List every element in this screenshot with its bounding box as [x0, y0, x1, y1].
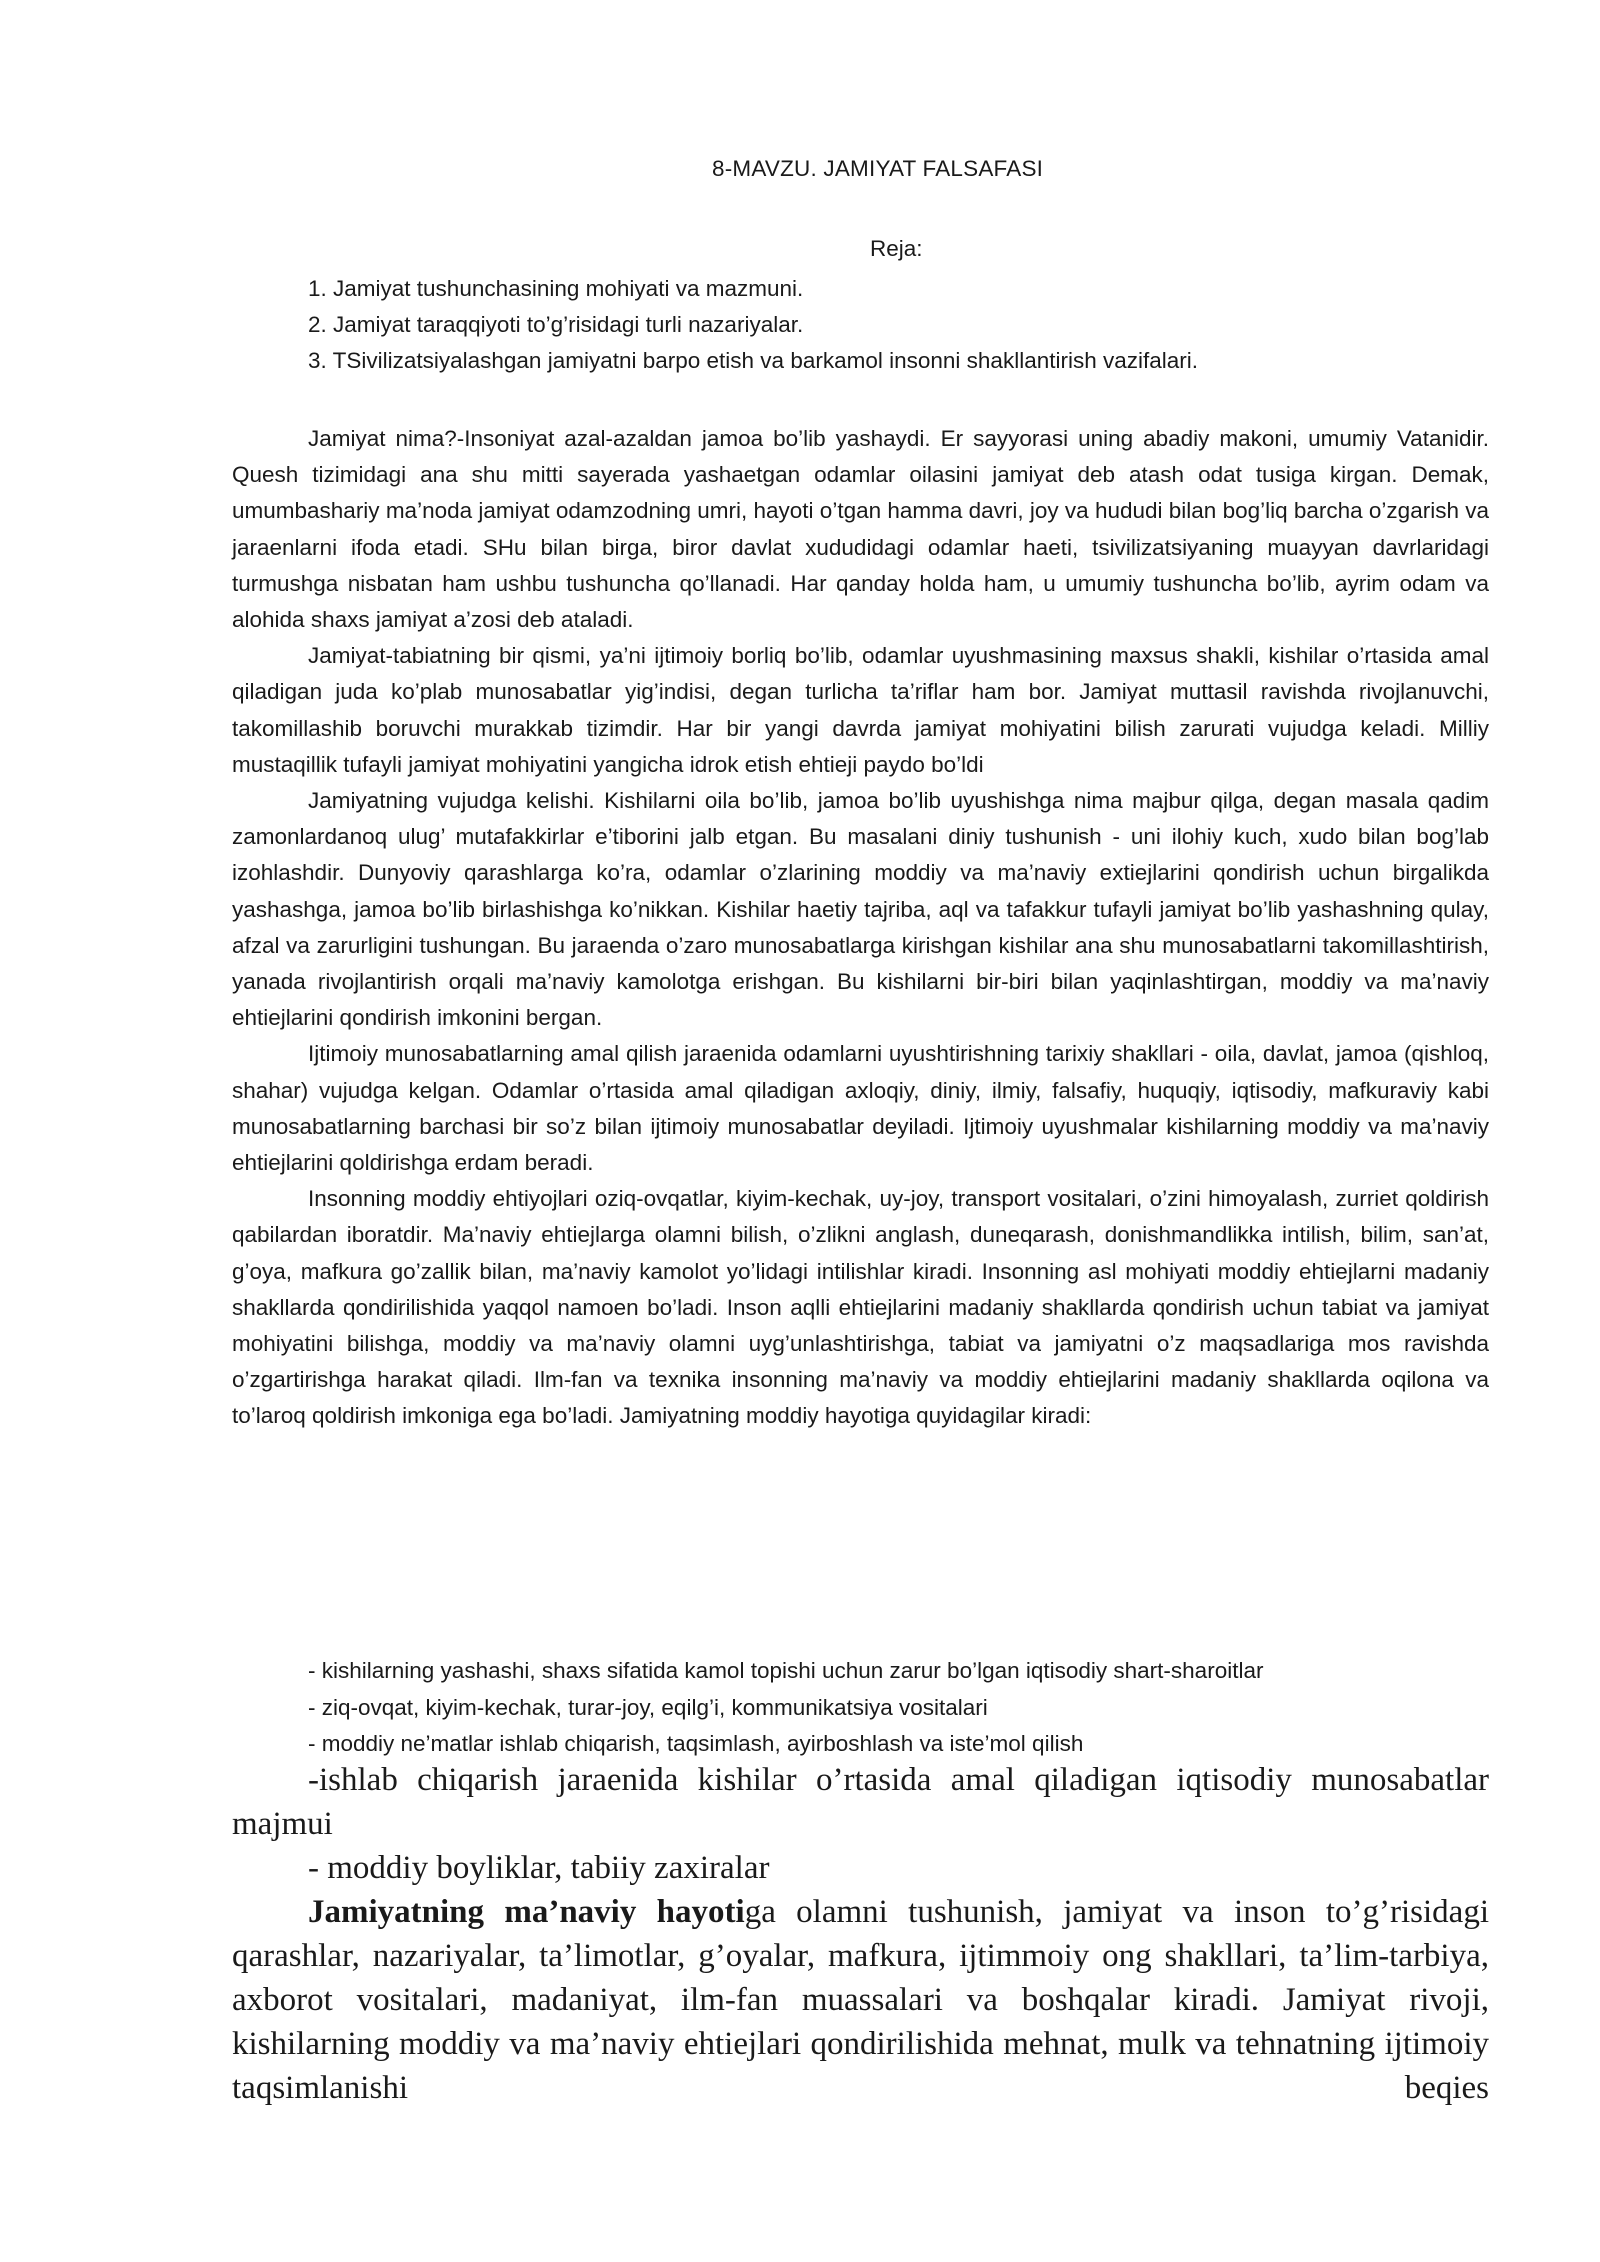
plan-list [308, 271, 1458, 379]
serif-list-item: -ishlab chiqarish jaraenida kishilar o’rtasida amal qiladigan iqtisodiy munosabatlar majmui [232, 1762, 1489, 1842]
paragraph-rest: ga olamni tushunish, jamiyat va inson to’g’risidagi qarashlar, nazariyalar, ta’limotlar, g’oyalar, mafkura, ijtimmoiy ong shakllari, ta’lim-tarbiya, axborot vositalari, madaniyat, ilm-fan muassalari va boshqalar kiradi. Jamiyat rivoji, kishilarning moddiy va ma’naviy ehtiejlari qondirilishida mehnat, mulk va tehnatning ijtimoiy taqsimlanishi beqies [232, 1894, 1489, 2106]
paragraph: Jamiyat-tabiatning bir qismi, ya’ni ijtimoiy borliq bo’lib, odamlar uyushmasining maxsus shakli, kishilar o’rtasida amal qiladigan juda ko’plab munosabatlar yig’indisi, degan turlicha ta’riflar ham bor. Jamiyat muttasil ravishda rivojlanuvchi, takomillashib boruvchi murakkab tizimdir. Har bir yangi davrda jamiyat mohiyatini bilish zarurati vujudga keladi. Milliy mustaqillik tufayli jamiyat mohiyatini yangicha idrok etish ehtieji paydo bo’ldi [232, 643, 1489, 777]
paragraph: Jamiyat nima?-Insoniyat azal-azaldan jamoa bo’lib yashaydi. Er sayyorasi uning abadiy makoni, umumiy Vatanidir. Quesh tizimidagi ana shu mitti sayerada yashaetgan odamlar oilasini jamiyat deb atash odat tusiga kirgan. Demak, umumbashariy ma’noda jamiyat odamzodning umri, hayoti o’tgan hamma davri, joy va hududi bilan bog’liq barcha o’zgarish va jaraenlarni ifoda etadi. SHu bilan birga, biror davlat xududidagi odamlar haeti, tsivilizatsiyaning muayyan davrlaridagi turmushga nisbatan ham ushbu tushuncha qo’llanadi. Har qanday holda ham, u umumiy tushuncha bo’lib, ayrim odam va alohida shaxs jamiyat a’zosi deb ataladi. [232, 426, 1489, 633]
plan-item: 1. Jamiyat tushunchasining mohiyati va mazmuni. [308, 276, 804, 301]
list-item: - ziq-ovqat, kiyim-kechak, turar-joy, eqilg’i, kommunikatsiya vositalari [308, 1694, 988, 1720]
bold-term: Jamiyatning ma’naviy hayoti [308, 1894, 745, 1930]
material-life-list [308, 1653, 1488, 1763]
paragraph: Insonning moddiy ehtiyojlari oziq-ovqatlar, kiyim-kechak, uy-joy, transport vositalari, o’zini himoyalash, zurriet qoldirish qabilardan iboratdir. Ma’naviy ehtiejlarga olamni bilish, o’zlikni anglash, duneqarash, donishmandlikka intilish, bilim, san’at, g’oya, mafkura go’zallik bilan, ma’naviy kamolot yo’lidagi intilishlar kiradi. Insonning asl mohiyati moddiy ehtiejlarni madaniy shakllarda qondirilishida yaqqol namoen bo’ladi. Inson aqlli ehtiejlarini madaniy shakllarda qondirish uchun tabiat va jamiyat mohiyatini bilishga, moddiy va ma’naviy olamni uyg’unlashtirishga, tabiat va jamiyatni o’z maqsadlariga mos ravishda o’zgartirishga harakat qiladi. Ilm-fan va texnika insonning ma’naviy va moddiy ehtiejlarini madaniy shakllarda oqilona va to’laroq qoldirish imkoniga ega bo’ladi. Jamiyatning moddiy hayotiga quyidagilar kiradi: [232, 1186, 1489, 1429]
serif-list-item: - moddiy boyliklar, tabiiy zaxiralar [308, 1850, 770, 1886]
spiritual-life-paragraph [232, 1890, 1489, 2110]
body-text [232, 421, 1489, 1435]
paragraph: Jamiyatning vujudga kelishi. Kishilarni oila bo’lib, jamoa bo’lib uyushishga nima majbur qilga, degan masala qadim zamonlardanoq ulug’ mutafakkirlar e’tiborini jalb etgan. Bu masalani diniy tushunish - uni ilohiy kuch, xudo bilan bog’lab izohlashdir. Dunyoviy qarashlarga ko’ra, odamlar o’zlarining moddiy va ma’naviy extiejlarini qondirish uchun birgalikda yashashga, jamoa bo’lib birlashishga ko’nikkan. Kishilar haetiy tajriba, aql va tafakkur tufayli jamiyat bo’lib yashashning qulay, afzal va zarurligini tushungan. Bu jaraenda o’zaro munosabatlarga kirishgan kishilar ana shu munosabatlarni takomillashtirish, yanada rivojlantirish orqali ma’naviy kamolotga erishgan. Bu kishilarni bir-biri bilan yaqinlashtirgan, moddiy va ma’naviy ehtiejlarini qondirish imkonini bergan. [232, 788, 1489, 1031]
list-item: - moddiy ne’matlar ishlab chiqarish, taqsimlash, ayirboshlash va iste’mol qilish [308, 1731, 1084, 1756]
paragraph: Ijtimoiy munosabatlarning amal qilish jaraenida odamlarni uyushtirishning tarixiy shakllari - oila, davlat, jamoa (qishloq, shahar) vujudga kelgan. Odamlar o’rtasida amal qiladigan axloqiy, diniy, ilmiy, falsafiy, huquqiy, iqtisodiy, mafkuraviy kabi munosabatlarning barchasi bir so’z bilan ijtimoiy munosabatlar deyiladi. Ijtimoiy uyushmalar kishilarning moddiy va ma’naviy ehtiejlarini qoldirishga erdam beradi. [232, 1041, 1489, 1176]
plan-item: 2. Jamiyat taraqqiyoti to’g’risidagi turli nazariyalar. [308, 312, 804, 337]
plan-item: 3. TSivilizatsiyalashgan jamiyatni barpo etish va barkamol insonni shakllantirish vazifalari. [308, 348, 1199, 373]
plan-heading: Reja: [870, 236, 923, 261]
list-item: - kishilarning yashashi, shaxs sifatida kamol topishi uchun zarur bo’lgan iqtisodiy shart-sharoitlar [308, 1658, 1264, 1683]
serif-section [232, 1758, 1489, 2110]
page-title: 8-MAVZU. JAMIYAT FALSAFASI [712, 156, 1044, 181]
